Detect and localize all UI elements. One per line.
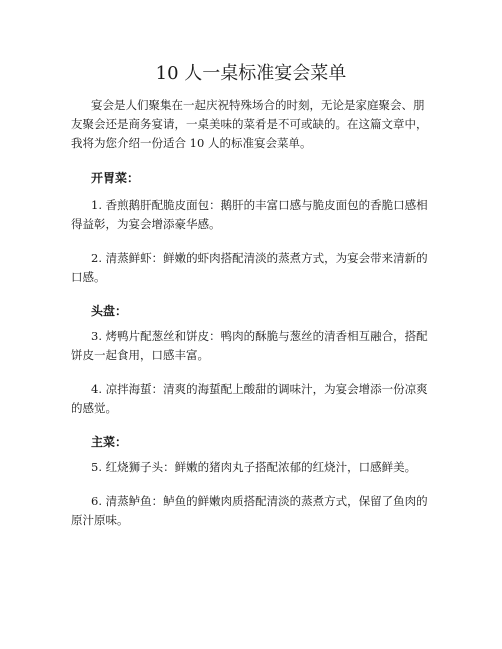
menu-item	[71, 249, 428, 287]
menu-item-line: 口感。	[71, 270, 106, 284]
menu-item-line: 6. 清蒸鲈鱼：鲈鱼的鲜嫩肉质搭配清淡的蒸煮方式，保留了鱼肉的	[91, 494, 428, 508]
intro-paragraph	[71, 96, 428, 153]
intro-line: 宴会是人们聚集在一起庆祝特殊场合的时刻，无论是家庭聚会、朋	[91, 98, 425, 112]
menu-item	[91, 458, 416, 477]
menu-item-line: 得益彰，为宴会增添豪华感。	[71, 217, 221, 231]
menu-item-line: 5. 红烧狮子头：鲜嫩的猪肉丸子搭配浓郁的红烧汁，口感鲜美。	[91, 460, 417, 474]
intro-line: 友聚会还是商务宴请，一桌美味的菜肴是不可或缺的。在这篇文章中，	[71, 117, 428, 131]
section-heading-main: 主菜：	[91, 435, 128, 449]
intro-line: 我将为您介绍一份适合 10 人的标准宴会菜单。	[71, 136, 312, 150]
menu-item-line: 2. 清蒸鲜虾：鲜嫩的虾肉搭配清淡的蒸煮方式，为宴会带来清新的	[91, 251, 428, 265]
menu-item	[71, 327, 428, 365]
page-title: 10 人一桌标准宴会菜单	[155, 63, 347, 84]
menu-item-line: 饼皮一起食用，口感丰富。	[71, 348, 209, 362]
section-heading-appetizer: 开胃菜：	[91, 171, 140, 185]
menu-item-line: 1. 香煎鹅肝配脆皮面包：鹅肝的丰富口感与脆皮面包的香脆口感相	[91, 198, 428, 212]
menu-item-line: 原汁原味。	[71, 513, 129, 527]
menu-item	[71, 196, 428, 234]
menu-item	[71, 492, 428, 530]
section-heading-cold: 头盘：	[91, 304, 128, 318]
menu-item-line: 3. 烤鸭片配葱丝和饼皮：鸭肉的酥脆与葱丝的清香相互融合，搭配	[91, 329, 428, 343]
menu-item-line: 4. 凉拌海蜇：清爽的海蜇配上酸甜的调味汁，为宴会增添一份凉爽	[91, 382, 428, 396]
menu-item-line: 的感觉。	[71, 401, 117, 415]
menu-item	[71, 380, 428, 418]
